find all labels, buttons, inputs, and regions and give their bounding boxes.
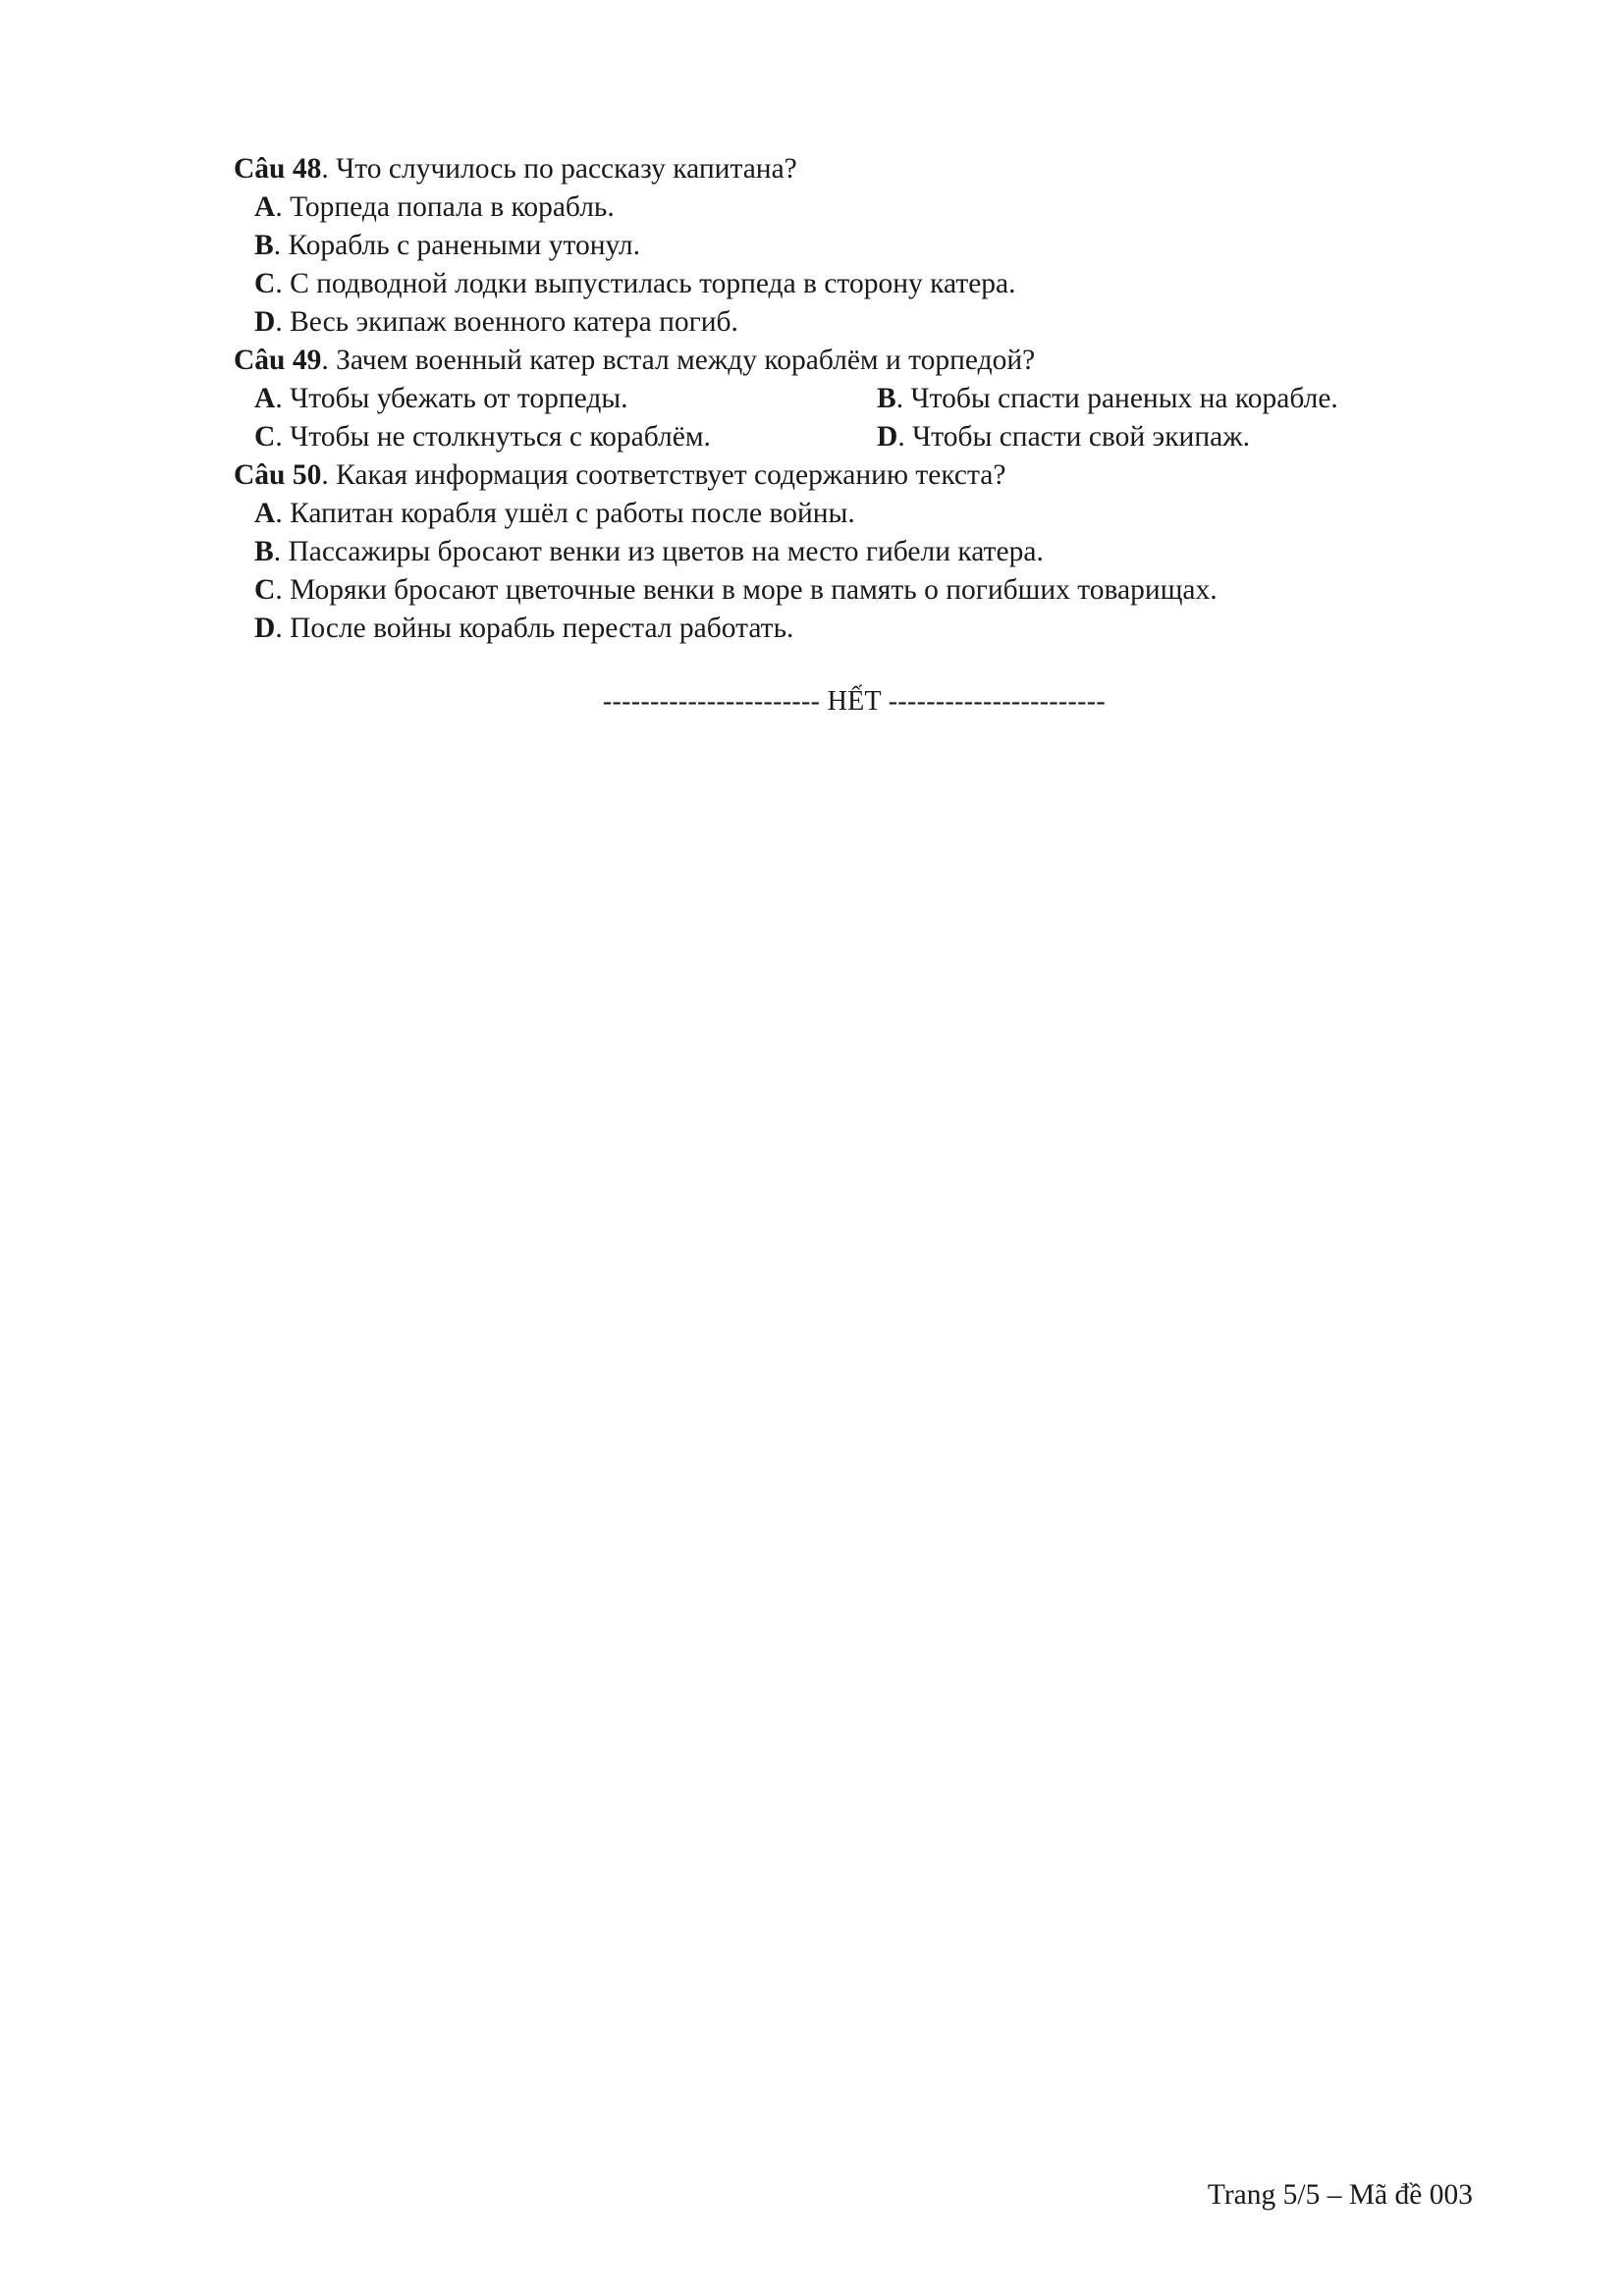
option-row-ab [234, 380, 1471, 418]
option-d [234, 610, 1471, 648]
option-letter: C [254, 268, 276, 299]
option-letter: D [254, 306, 276, 338]
option-letter: B [254, 230, 274, 261]
end-marker: ----------------------- HẾT ----------------------- [602, 686, 1107, 717]
question-50 [234, 456, 1471, 495]
option-letter: C [254, 574, 276, 606]
option-text: . Чтобы не столкнуться с кораблём. [275, 421, 711, 453]
question-49 [234, 342, 1471, 380]
question-number: Câu 48 [234, 153, 322, 185]
option-letter: A [254, 191, 276, 223]
question-text: . Какая информация соответствует содержанию текста? [321, 459, 1006, 491]
option-text: . Чтобы спасти раненых на корабле. [895, 383, 1338, 414]
option-letter: B [877, 383, 896, 414]
option-text: . Моряки бросают цветочные венки в море в память о погибших товарищах. [275, 574, 1218, 606]
question-text: . Зачем военный катер встал между кораблём и торпедой? [321, 345, 1036, 376]
option-d [877, 418, 1250, 456]
question-number: Câu 50 [234, 459, 322, 491]
option-text: . Чтобы убежать от торпеды. [275, 383, 628, 414]
option-letter: A [254, 498, 276, 529]
option-text: . Пассажиры бросают венки из цветов на место гибели катера. [273, 536, 1044, 567]
option-b [234, 227, 1471, 265]
option-letter: A [254, 383, 276, 414]
option-d [234, 303, 1471, 342]
option-text: . С подводной лодки выпустилась торпеда в сторону катера. [275, 268, 1016, 299]
option-letter: D [254, 613, 276, 644]
option-text: . Весь экипаж военного катера погиб. [275, 306, 738, 338]
question-number: Câu 49 [234, 345, 322, 376]
option-c [254, 421, 711, 453]
question-48 [234, 150, 1471, 188]
option-c [234, 571, 1471, 610]
exam-content [234, 150, 1471, 648]
option-b [877, 380, 1338, 418]
option-a [254, 383, 628, 414]
option-letter: C [254, 421, 276, 453]
option-text: . Торпеда попала в корабль. [275, 191, 615, 223]
option-row-cd [234, 418, 1471, 456]
option-c [234, 265, 1471, 303]
option-text: . После войны корабль перестал работать. [275, 613, 794, 644]
option-letter: B [254, 536, 274, 567]
option-b [234, 533, 1471, 571]
option-text: . Чтобы спасти свой экипаж. [897, 421, 1250, 453]
option-a [234, 188, 1471, 227]
option-text: . Капитан корабля ушёл с работы после войны. [275, 498, 855, 529]
option-a [234, 495, 1471, 533]
option-text: . Корабль с ранеными утонул. [273, 230, 641, 261]
option-letter: D [877, 421, 898, 453]
question-text: . Что случилось по рассказу капитана? [321, 153, 797, 185]
page-footer: Trang 5/5 – Mã đề 003 [1207, 2179, 1473, 2211]
